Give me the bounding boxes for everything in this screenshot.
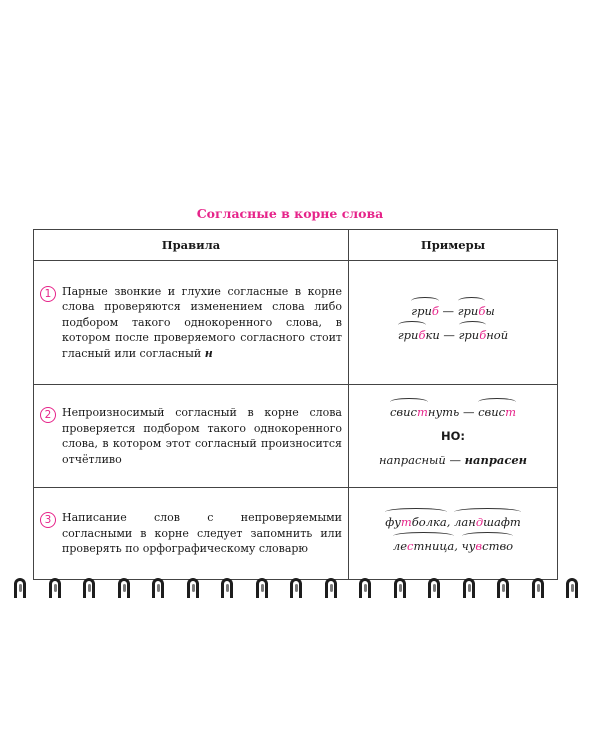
rule-cell (34, 385, 349, 488)
table-row (34, 488, 558, 580)
rule-text: Написание слов с непроверяемыми согласными в корне следует запомнить или проверять по орфографическому словарю (62, 511, 342, 556)
example-cell (349, 261, 558, 385)
binding-ring (532, 578, 544, 598)
table-row (34, 385, 558, 488)
rules-table (33, 229, 558, 580)
example-cell (349, 385, 558, 488)
rule-text: Парные звонкие и глухие согласные в корне слова проверяются изменением слова либо подбором такого однокоренного слова, в котором после проверяемого согласного стоит гласный или согласный (62, 284, 342, 360)
rule-text: Непроизносимый согласный в корне слова проверяется подбором такого однокоренного слова, в котором этот согласный произносится отчётливо (62, 406, 342, 466)
binding-ring (428, 578, 440, 598)
rule-text-tail: н (204, 346, 213, 360)
rule-number: 2 (40, 407, 56, 423)
binding-ring (14, 578, 26, 598)
header-rules: Правила (34, 230, 349, 261)
blank-area (0, 600, 600, 750)
binding-ring (256, 578, 268, 598)
header-examples: Примеры (349, 230, 558, 261)
table-row (34, 261, 558, 385)
rule-cell (34, 488, 349, 580)
binding-ring (463, 578, 475, 598)
example-line: гриб — грибы (349, 299, 557, 323)
example-line: свистнуть — свист (349, 400, 557, 424)
binding-ring (290, 578, 302, 598)
example-line: лестница, чувство (349, 534, 557, 558)
binding-ring (187, 578, 199, 598)
example-cell (349, 488, 558, 580)
binding-ring (497, 578, 509, 598)
binding-ring (325, 578, 337, 598)
binding-ring (394, 578, 406, 598)
example-line: футболка, ландшафт (349, 510, 557, 534)
binding-ring (359, 578, 371, 598)
binding-ring (566, 578, 578, 598)
example-line: напрасный — напрасен (378, 453, 528, 467)
rule-number: 3 (40, 512, 56, 528)
example-line: грибки — грибной (349, 323, 557, 347)
rule-cell (34, 261, 349, 385)
table-header-row (34, 230, 558, 261)
binding-ring (118, 578, 130, 598)
binding-ring (152, 578, 164, 598)
binding-ring (83, 578, 95, 598)
but-label: НО: (441, 429, 465, 443)
rule-number: 1 (40, 286, 56, 302)
page-title: Согласные в корне слова (196, 206, 384, 221)
binding-ring (49, 578, 61, 598)
binding-ring (221, 578, 233, 598)
